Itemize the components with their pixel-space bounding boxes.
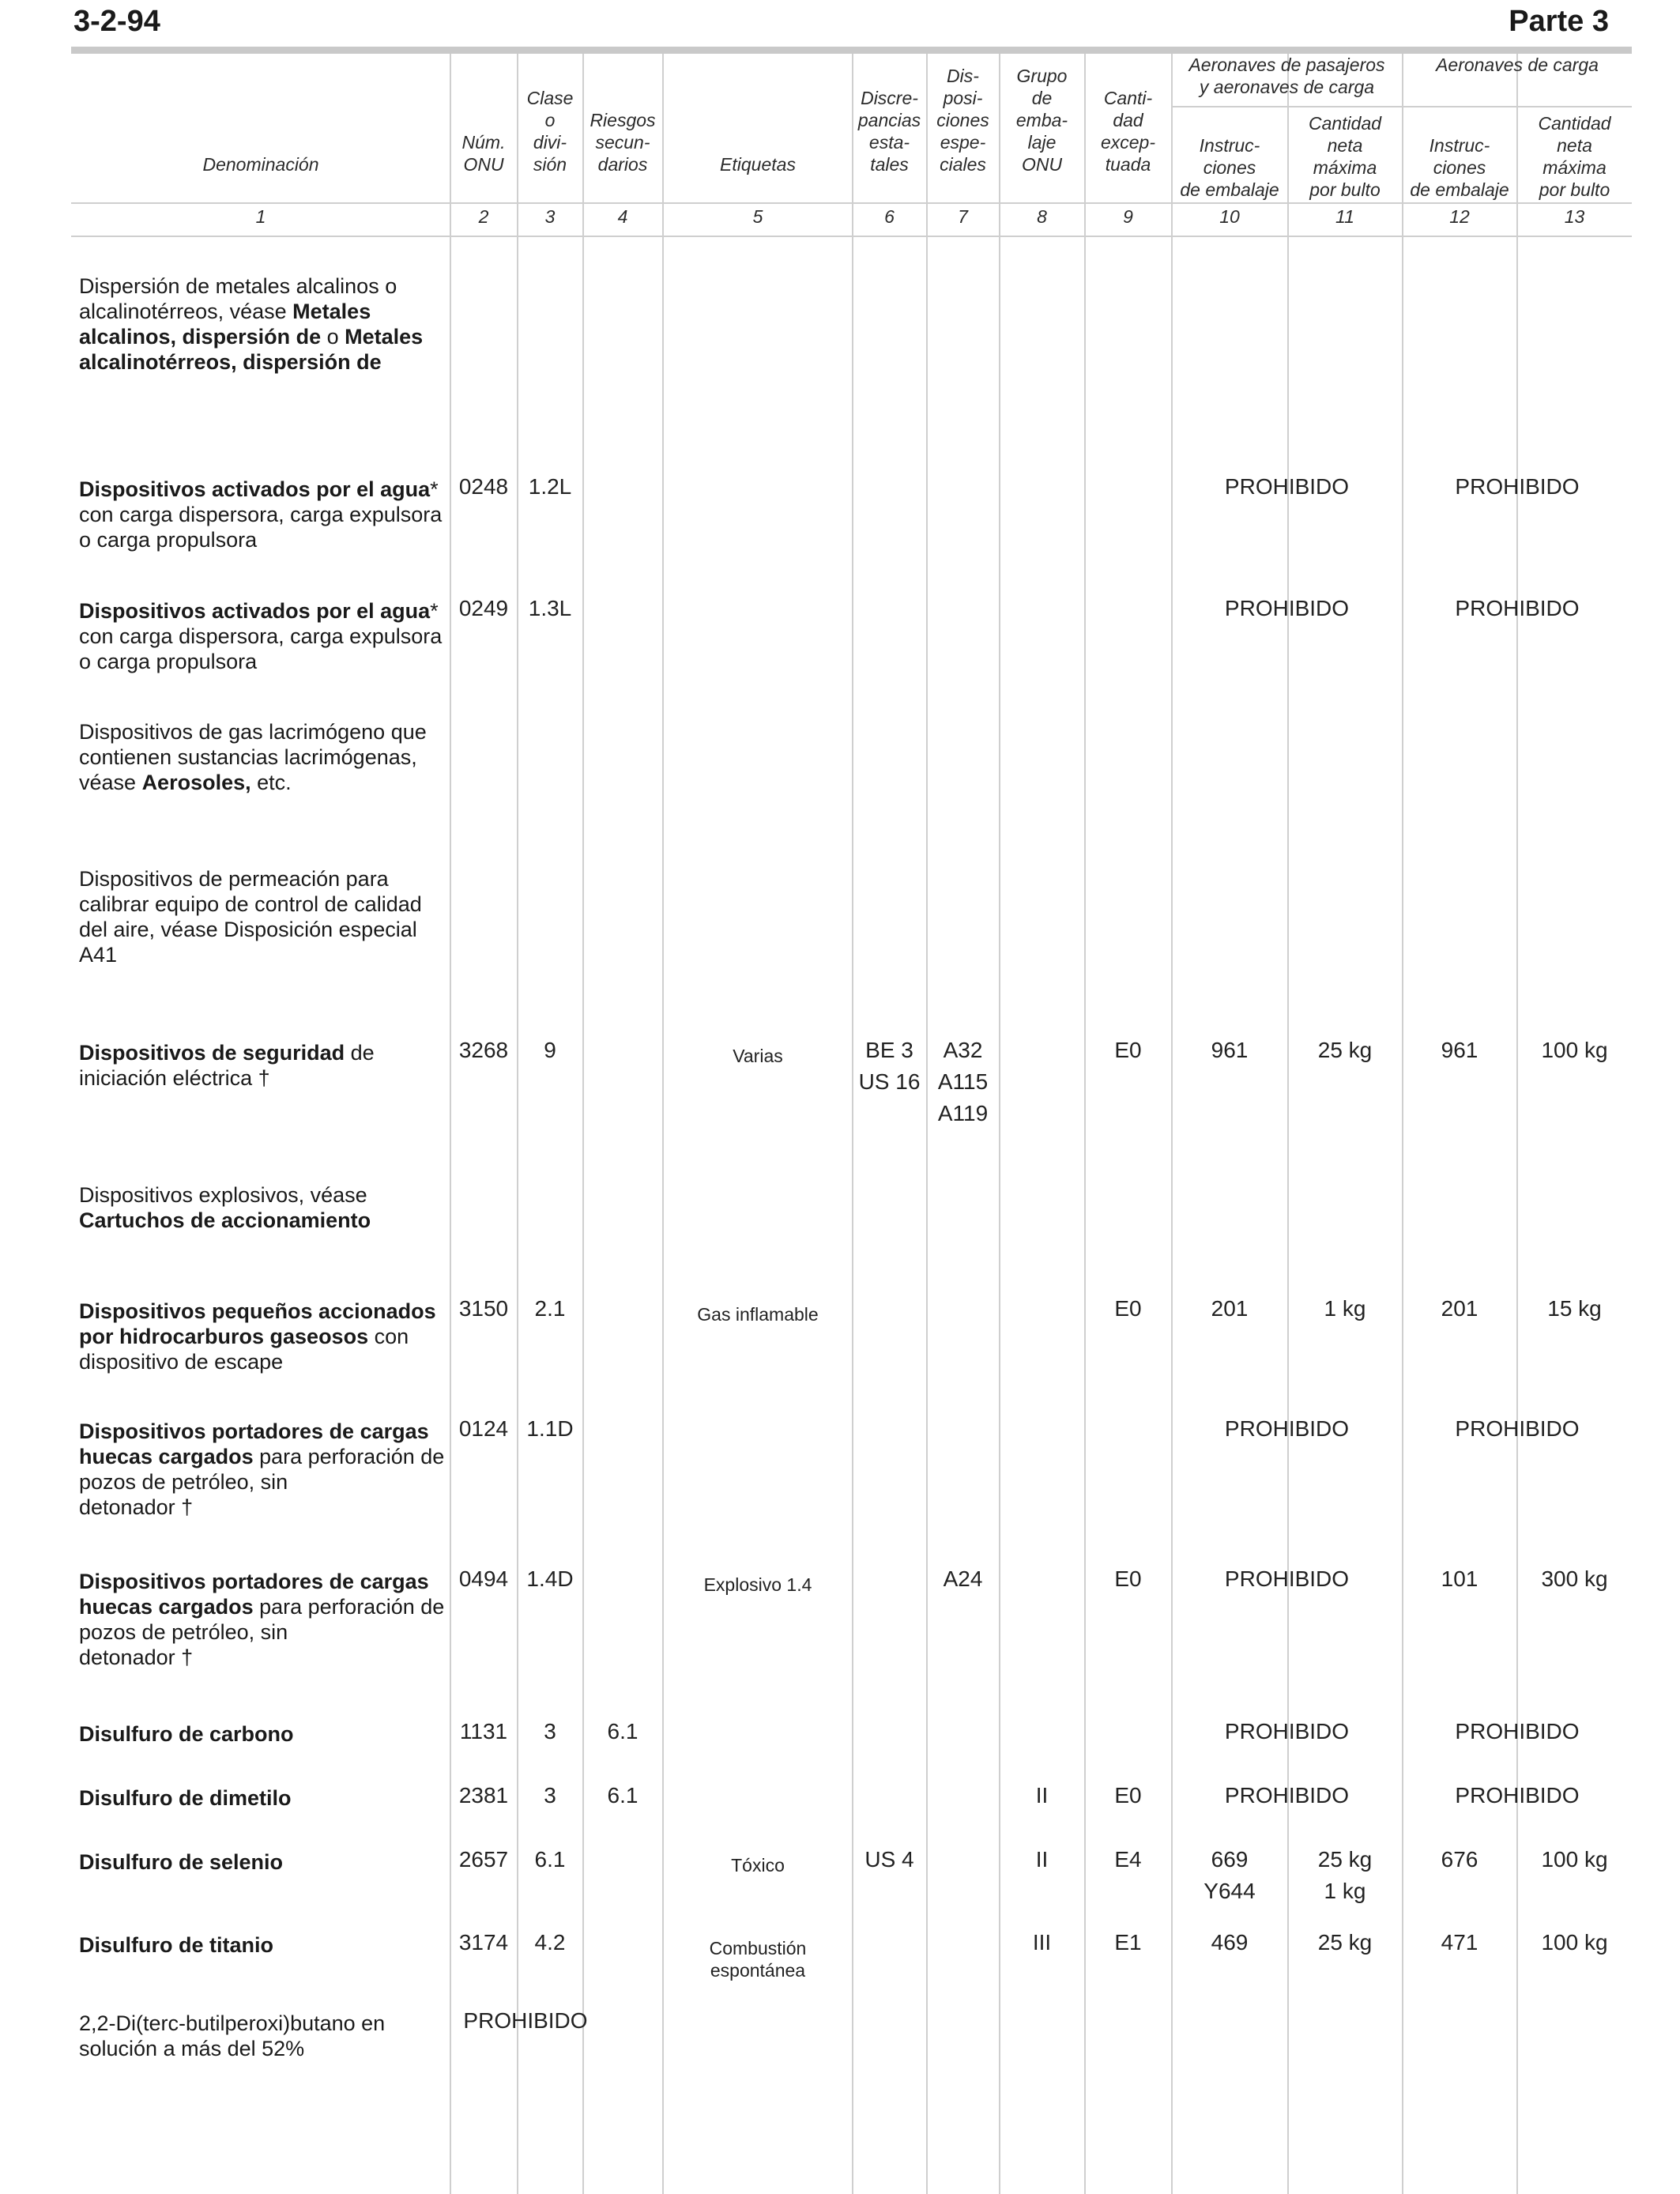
header-cargo-packing-instructions: Instruc- ciones de embalaje <box>1410 135 1509 200</box>
hazard-class: 6.1 <box>534 1847 566 1872</box>
pax-prohibited: PROHIBIDO <box>1224 1416 1350 1441</box>
header-pax-packing-instructions: Instruc- ciones de embalaje <box>1180 135 1279 200</box>
special-provision-line: A119 <box>937 1101 989 1125</box>
entry-name-text: Dispositivos explosivos, véase <box>79 1183 367 1207</box>
header-excepted-quantity: Canti- dad excep- tuada <box>1100 88 1156 175</box>
special-provision-line: A115 <box>937 1069 989 1094</box>
pax-packing-instruction: 201 <box>1211 1296 1249 1321</box>
entry-name-bold: Dispositivos de seguridad <box>79 1041 345 1065</box>
entry-name <box>79 1932 450 1958</box>
hazard-class: 1.1D <box>526 1416 574 1441</box>
cargo-prohibited: PROHIBIDO <box>1455 1719 1580 1744</box>
header-packing-group: Grupo de emba- laje ONU <box>1015 66 1068 175</box>
pax-max-quantity: 1 kg <box>1324 1296 1366 1321</box>
column-divider <box>582 54 584 2194</box>
entry-name-bold: Disulfuro de dimetilo <box>79 1786 292 1810</box>
pax-max-quantity-line: 1 kg <box>1324 1879 1366 1903</box>
page-number: 3-2-94 <box>73 5 160 38</box>
state-variation-line: US 16 <box>858 1069 921 1094</box>
cargo-packing-instruction: 201 <box>1441 1296 1478 1321</box>
state-variation-line: US 4 <box>864 1847 914 1872</box>
part-label: Parte 3 <box>1509 5 1609 38</box>
entry-name-text: etc. <box>250 771 292 794</box>
pax-packing-instruction: 961 <box>1211 1038 1249 1062</box>
entry-name <box>79 1785 450 1811</box>
header-group-passenger-aircraft: Aeronaves de pasajeros y aeronaves de carga <box>1188 55 1385 97</box>
hazard-label <box>663 1937 853 1981</box>
hazard-class: 9 <box>544 1038 556 1062</box>
column-number: 13 <box>1564 206 1585 227</box>
entry-name <box>79 598 450 674</box>
cargo-packing-instruction: 101 <box>1441 1566 1478 1591</box>
pax-max-quantity: 25 kg <box>1317 1930 1373 1955</box>
hazard-label: Gas inflamable <box>697 1304 819 1325</box>
entry-name-bold: Dispositivos activados por el agua <box>79 599 431 623</box>
pax-prohibited: PROHIBIDO <box>1224 1719 1350 1744</box>
special-provision-line: A24 <box>943 1566 983 1591</box>
pax-prohibited: PROHIBIDO <box>1224 474 1350 499</box>
hazard-label-line: espontánea <box>710 1960 806 1981</box>
header-rule <box>71 47 1632 54</box>
special-provision-line: A32 <box>943 1038 983 1062</box>
header-denominacion: Denominación <box>202 154 319 175</box>
hazard-class: 3 <box>544 1719 556 1744</box>
header-bottom-rule <box>71 202 1632 204</box>
un-number: 3174 <box>458 1930 509 1955</box>
header-state-variations: Discre- pancias esta- tales <box>857 88 921 175</box>
excepted-quantity: E0 <box>1114 1296 1142 1321</box>
entry-name-text: o <box>321 325 345 349</box>
entry-name-text: detonador † <box>79 1495 194 1519</box>
excepted-quantity: E4 <box>1114 1847 1142 1872</box>
pax-prohibited: PROHIBIDO <box>1224 1783 1350 1808</box>
cargo-max-quantity: 15 kg <box>1547 1296 1602 1321</box>
entry-name-text: * con carga dispersora, carga expulsora o carga propulsora <box>79 599 443 673</box>
entry-name <box>79 273 450 375</box>
entry-name-text: de iniciación eléctrica † <box>79 1041 375 1090</box>
hazard-label: Tóxico <box>731 1855 785 1875</box>
entry-name-text: * con carga dispersora, carga expulsora o carga propulsora <box>79 477 443 552</box>
pax-packing-instruction-line: 669 <box>1211 1847 1249 1872</box>
hazard-class: 1.4D <box>526 1566 574 1591</box>
cargo-max-quantity: 100 kg <box>1541 1847 1608 1872</box>
header-labels: Etiquetas <box>720 154 796 175</box>
cargo-prohibited: PROHIBIDO <box>1455 1783 1580 1808</box>
column-number: 10 <box>1219 206 1240 227</box>
pax-packing-instruction-line: Y644 <box>1203 1879 1256 1903</box>
entry-name <box>79 2011 450 2061</box>
pax-prohibited: PROHIBIDO <box>1224 596 1350 620</box>
un-number: 0249 <box>458 596 509 620</box>
entry-name-bold: Metales alcalinos, dispersión de <box>79 300 371 349</box>
entry-name-bold: Disulfuro de carbono <box>79 1722 294 1746</box>
entry-name <box>79 1040 450 1091</box>
cargo-prohibited: PROHIBIDO <box>1455 474 1580 499</box>
entry-prohibited: PROHIBIDO <box>463 2008 588 2033</box>
header-special-provisions: Dis- posi- ciones espe- ciales <box>936 66 989 175</box>
cargo-max-quantity: 100 kg <box>1541 1930 1608 1955</box>
un-number: 3268 <box>458 1038 509 1062</box>
entry-name-text: Dispositivos de gas lacrimógeno que contienen sustancias lacrimógenas, véase <box>79 720 427 794</box>
column-number: 12 <box>1449 206 1470 227</box>
hazard-class: 1.2L <box>528 474 572 499</box>
hazard-label-line: Combustión <box>709 1938 807 1958</box>
column-number: 4 <box>617 206 628 227</box>
entry-name-bold: Aerosoles, <box>141 771 251 794</box>
special-provision <box>927 1563 999 1595</box>
entry-name <box>79 1721 450 1747</box>
entry-name-bold: Dispositivos pequeños accionados por hidrocarburos gaseosos <box>79 1299 436 1348</box>
hazard-class: 4.2 <box>534 1930 566 1955</box>
entry-name-bold: Cartuchos de accionamiento <box>79 1208 371 1232</box>
un-number: 2657 <box>458 1847 509 1872</box>
cargo-max-quantity: 100 kg <box>1541 1038 1608 1062</box>
un-number: 2381 <box>458 1783 509 1808</box>
column-number: 6 <box>884 206 895 227</box>
state-variation-line: BE 3 <box>865 1038 913 1062</box>
excepted-quantity: E0 <box>1114 1566 1142 1591</box>
pax-packing-instruction: 469 <box>1211 1930 1249 1955</box>
entry-name <box>79 477 450 552</box>
column-number: 2 <box>478 206 489 227</box>
state-variation <box>853 1035 926 1098</box>
cargo-max-quantity: 300 kg <box>1541 1566 1608 1591</box>
pax-max-quantity <box>1288 1844 1402 1907</box>
excepted-quantity: E1 <box>1114 1930 1142 1955</box>
header-pax-max-net-quantity: Cantidad neta máxima por bulto <box>1308 113 1382 200</box>
entry-name-bold: Disulfuro de selenio <box>79 1850 284 1874</box>
cargo-prohibited: PROHIBIDO <box>1455 596 1580 620</box>
column-number: 5 <box>752 206 763 227</box>
un-number: 0248 <box>458 474 509 499</box>
column-number: 1 <box>255 206 266 227</box>
subsidiary-risk: 6.1 <box>607 1783 638 1808</box>
un-number: 0494 <box>458 1566 509 1591</box>
column-number: 11 <box>1335 206 1354 227</box>
entry-name-text: 2,2-Di(terc-butilperoxi)butano en solución a más del 52% <box>79 2011 386 2060</box>
entry-name <box>79 1849 450 1875</box>
entry-name <box>79 1182 450 1233</box>
column-number: 7 <box>958 206 968 227</box>
group-header-rule <box>1172 106 1632 107</box>
entry-name <box>79 866 450 967</box>
cargo-packing-instruction: 471 <box>1441 1930 1478 1955</box>
hazard-label: Explosivo 1.4 <box>703 1574 812 1595</box>
column-number: 3 <box>544 206 556 227</box>
hazard-class: 2.1 <box>534 1296 566 1321</box>
packing-group: III <box>1032 1930 1052 1955</box>
header-un-number: Núm. ONU <box>461 132 506 175</box>
state-variation <box>853 1844 926 1875</box>
excepted-quantity: E0 <box>1114 1783 1142 1808</box>
hazard-class: 1.3L <box>528 596 572 620</box>
special-provision <box>927 1035 999 1129</box>
entry-name <box>79 1419 450 1520</box>
cargo-packing-instruction: 961 <box>1441 1038 1478 1062</box>
un-number: 3150 <box>458 1296 509 1321</box>
header-class: Clase o divi- sión <box>526 88 574 175</box>
pax-packing-instruction <box>1172 1844 1287 1907</box>
hazard-class: 3 <box>544 1783 556 1808</box>
pax-max-quantity: 25 kg <box>1317 1038 1373 1062</box>
packing-group: II <box>1035 1847 1049 1872</box>
header-group-cargo-aircraft: Aeronaves de carga <box>1436 55 1599 75</box>
cargo-packing-instruction: 676 <box>1441 1847 1478 1872</box>
hazard-label: Varias <box>733 1046 783 1066</box>
column-number: 9 <box>1123 206 1133 227</box>
subsidiary-risk: 6.1 <box>607 1719 638 1744</box>
entry-name <box>79 1299 450 1374</box>
entry-name-bold: Metales alcalinotérreos, dispersión de <box>79 325 424 374</box>
pax-max-quantity-line: 25 kg <box>1317 1847 1373 1872</box>
header-cargo-max-net-quantity: Cantidad neta máxima por bulto <box>1538 113 1611 200</box>
entry-name-text: para perforación de pozos de petróleo, sin <box>79 1445 445 1494</box>
entry-name-bold: Dispositivos portadores de cargas huecas cargados <box>79 1570 429 1619</box>
entry-name <box>79 719 450 795</box>
un-number: 0124 <box>458 1416 509 1441</box>
packing-group: II <box>1035 1783 1049 1808</box>
excepted-quantity: E0 <box>1114 1038 1142 1062</box>
column-number: 8 <box>1037 206 1047 227</box>
entry-name-text: con dispositivo de escape <box>79 1325 409 1374</box>
entry-name-bold: Disulfuro de titanio <box>79 1933 273 1957</box>
un-number: 1131 <box>459 1719 508 1744</box>
pax-prohibited: PROHIBIDO <box>1224 1566 1350 1591</box>
entry-name-bold: Dispositivos activados por el agua <box>79 477 431 501</box>
header-subsidiary-risks: Riesgos secun- darios <box>590 110 656 175</box>
entry-name-text: Dispersión de metales alcalinos o alcalinotérreos, véase <box>79 274 397 323</box>
entry-name-text: detonador † <box>79 1646 194 1669</box>
cargo-prohibited: PROHIBIDO <box>1455 1416 1580 1441</box>
column-number-rule <box>71 236 1632 237</box>
entry-name-text: para perforación de pozos de petróleo, sin <box>79 1595 445 1644</box>
entry-name-bold: Dispositivos portadores de cargas huecas cargados <box>79 1419 429 1468</box>
entry-name <box>79 1569 450 1670</box>
entry-name-text: Dispositivos de permeación para calibrar equipo de control de calidad del aire, véase Disposición especial A41 <box>79 867 422 967</box>
